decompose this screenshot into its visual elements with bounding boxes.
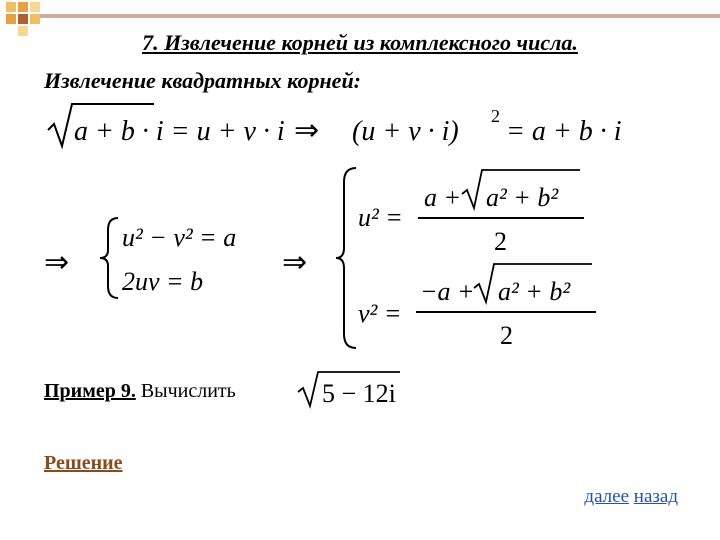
- formula-1-left: a + b · i = u + v · i: [74, 116, 285, 147]
- left-brace-1: [100, 218, 118, 298]
- system-eq-2: 2uv = b: [122, 267, 204, 296]
- formula-1-right-base: (u + v · i): [352, 116, 459, 147]
- implies-arrow-2: ⇒: [44, 246, 70, 279]
- implies-arrow-1: ⇒: [294, 114, 320, 147]
- example-line: [44, 380, 236, 403]
- v-num-a: −a +: [420, 277, 475, 306]
- example-expression: [296, 368, 406, 412]
- u-lhs: u² =: [358, 203, 403, 232]
- u-num-a: a +: [424, 183, 462, 212]
- implies-arrow-3: ⇒: [282, 246, 308, 279]
- solution-link[interactable]: Решение: [44, 452, 123, 474]
- example-text: Вычислить: [140, 380, 236, 402]
- formula-line-1: [48, 104, 622, 147]
- page-title: 7. Извлечение корней из комплексного числа.: [142, 30, 578, 55]
- system-eq-1: u² − v² = a: [122, 223, 237, 252]
- next-link[interactable]: далее: [584, 486, 630, 507]
- section-subtitle: Извлечение квадратных корней:: [44, 68, 362, 93]
- u-denominator: 2: [494, 227, 507, 256]
- left-brace-2: [336, 168, 356, 348]
- u-num-radicand: a² + b²: [486, 183, 559, 212]
- back-link[interactable]: назад: [633, 486, 678, 507]
- exponent-2: 2: [491, 106, 500, 126]
- v-num-radicand: a² + b²: [498, 277, 571, 306]
- formula-1-right-rest: = a + b · i: [506, 116, 622, 147]
- formula-line-2: [44, 168, 596, 350]
- example-label: Пример 9.: [44, 380, 136, 402]
- example-radicand: 5 − 12i: [322, 379, 396, 408]
- nav-links: [584, 486, 678, 508]
- v-lhs: v² =: [358, 299, 402, 328]
- v-denominator: 2: [500, 321, 513, 350]
